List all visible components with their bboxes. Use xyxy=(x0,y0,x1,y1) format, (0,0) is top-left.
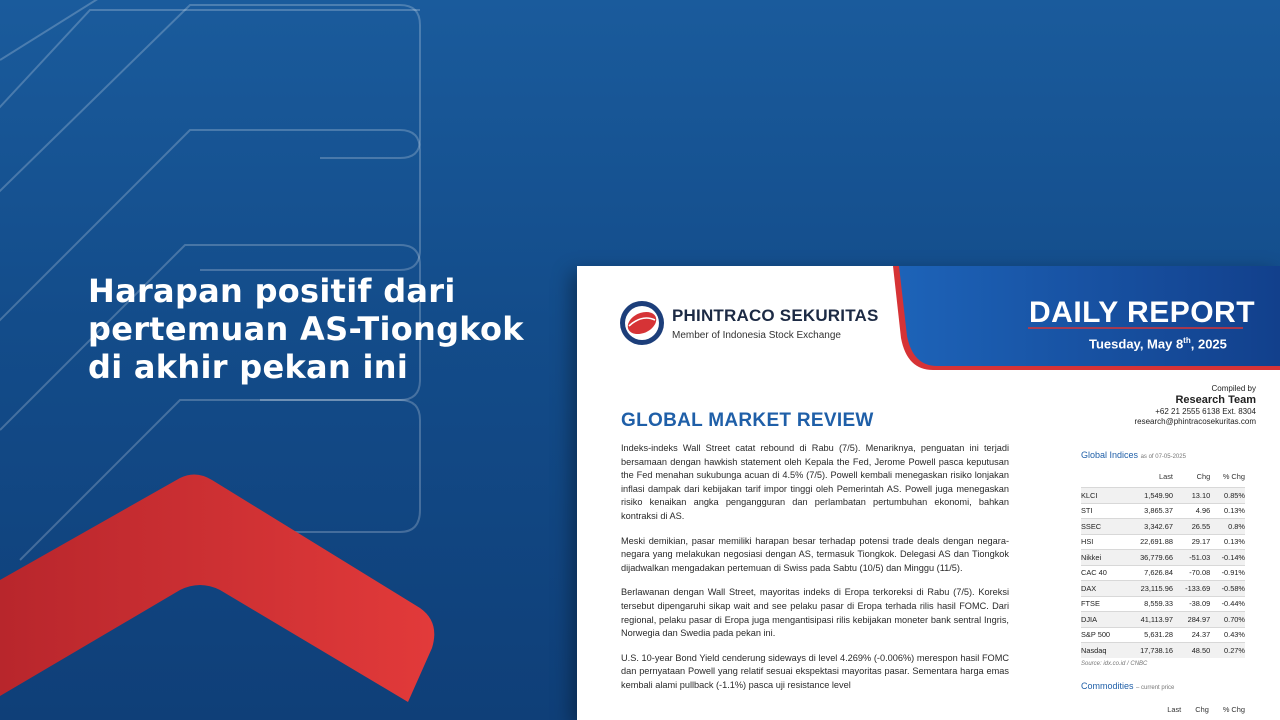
table-row xyxy=(1081,643,1245,659)
index-value-cell: 0.8% xyxy=(1210,519,1245,535)
indices-source: Source: idx.co.id / CNBC xyxy=(1081,661,1148,667)
commodities-note: – current price xyxy=(1136,685,1175,691)
index-value-cell: -51.03 xyxy=(1173,550,1210,566)
table-row xyxy=(1081,519,1245,535)
section-title: GLOBAL MARKET REVIEW xyxy=(621,410,874,431)
index-value-cell: 5,631.28 xyxy=(1124,627,1173,643)
index-value-cell: 0.27% xyxy=(1210,643,1245,659)
index-name-cell: KLCI xyxy=(1081,488,1124,504)
index-name-cell: Nikkei xyxy=(1081,550,1124,566)
index-name-cell: DAX xyxy=(1081,581,1124,597)
global-indices-rows xyxy=(1081,488,1245,659)
table-row xyxy=(1081,550,1245,566)
global-indices-panel xyxy=(1081,450,1245,714)
index-value-cell: 29.17 xyxy=(1173,534,1210,550)
table-row xyxy=(1081,503,1245,519)
research-phone: +62 21 2555 6138 Ext. 8304 xyxy=(1155,407,1256,416)
index-name-cell: Nasdaq xyxy=(1081,643,1124,659)
table-row xyxy=(1081,581,1245,597)
index-value-cell: 3,342.67 xyxy=(1124,519,1173,535)
index-name-cell: DJIA xyxy=(1081,612,1124,628)
table-row xyxy=(1081,565,1245,581)
index-name-cell: CAC 40 xyxy=(1081,565,1124,581)
index-value-cell: 24.37 xyxy=(1173,627,1210,643)
brand-tagline: Member of Indonesia Stock Exchange xyxy=(672,330,841,341)
column-header xyxy=(1081,472,1124,488)
headline-line-1: Harapan positif dari xyxy=(88,272,456,310)
index-value-cell: 1,549.90 xyxy=(1124,488,1173,504)
table-row xyxy=(1081,627,1245,643)
report-date xyxy=(1089,336,1227,351)
table-header-row xyxy=(1081,472,1245,488)
global-indices-label: Global Indices xyxy=(1081,450,1139,460)
column-header: Last xyxy=(1158,472,1173,481)
table-row xyxy=(1081,596,1245,612)
index-value-cell: -0.58% xyxy=(1210,581,1245,597)
report-title: DAILY REPORT xyxy=(1029,296,1256,329)
headline xyxy=(88,272,558,386)
table-row xyxy=(1081,488,1245,504)
compiled-by-label: Compiled by xyxy=(1211,384,1256,393)
index-value-cell: -38.09 xyxy=(1173,596,1210,612)
index-value-cell: 0.43% xyxy=(1210,627,1245,643)
phintraco-logo-icon xyxy=(619,300,665,346)
index-name-cell: SSEC xyxy=(1081,519,1124,535)
index-value-cell: 0.13% xyxy=(1210,534,1245,550)
column-header: Last xyxy=(1167,705,1182,714)
index-value-cell: 22,691.88 xyxy=(1124,534,1173,550)
index-name-cell: STI xyxy=(1081,503,1124,519)
report-body-text xyxy=(621,442,1009,704)
column-header: % Chg xyxy=(1222,705,1245,714)
table-row xyxy=(1081,534,1245,550)
index-value-cell: 0.70% xyxy=(1210,612,1245,628)
index-value-cell: 0.85% xyxy=(1210,488,1245,504)
index-value-cell: -133.69 xyxy=(1173,581,1210,597)
column-header: % Chg xyxy=(1222,472,1245,481)
index-name-cell: HSI xyxy=(1081,534,1124,550)
global-indices-title xyxy=(1081,450,1245,460)
index-value-cell: -0.91% xyxy=(1210,565,1245,581)
commodities-title xyxy=(1081,681,1245,691)
index-value-cell: 4.96 xyxy=(1173,503,1210,519)
paragraph: Berlawanan dengan Wall Street, mayoritas indeks di Eropa terkoreksi di Rabu (7/5). Koreksi tersebut dipengaruhi sikap wait and see pelaku pasar di Eropa terhada rilis hasil FOMC. Dari regional, pelaku pasar di Eropa juga mengantisipasi rilis kebijakan moneter bank sentral Ingris, Norwegia dan Swedia pada pekan ini. xyxy=(621,587,1009,639)
daily-report-preview xyxy=(577,266,1280,720)
column-header: Chg xyxy=(1195,705,1209,714)
index-value-cell: -0.44% xyxy=(1210,596,1245,612)
compiled-by-block xyxy=(1134,384,1256,427)
index-value-cell: 26.55 xyxy=(1173,519,1210,535)
index-value-cell: 23,115.96 xyxy=(1124,581,1173,597)
index-value-cell: 36,779.66 xyxy=(1124,550,1173,566)
index-value-cell: -70.08 xyxy=(1173,565,1210,581)
index-value-cell: 13.10 xyxy=(1173,488,1210,504)
index-value-cell: 284.97 xyxy=(1173,612,1210,628)
research-email: research@phintracosekuritas.com xyxy=(1134,417,1256,426)
report-date-year: , 2025 xyxy=(1190,336,1227,352)
headline-line-3: di akhir pekan ini xyxy=(88,348,409,386)
red-chevron-shape xyxy=(0,470,460,720)
index-value-cell: -0.14% xyxy=(1210,550,1245,566)
report-date-day: Tuesday, May 8 xyxy=(1089,336,1184,352)
index-value-cell: 41,113.97 xyxy=(1124,612,1173,628)
index-value-cell: 0.13% xyxy=(1210,503,1245,519)
headline-line-2: pertemuan AS-Tiongkok xyxy=(88,310,524,348)
commodities-label: Commodities xyxy=(1081,681,1134,691)
brand-name: PHINTRACO SEKURITAS xyxy=(672,306,879,325)
paragraph: U.S. 10-year Bond Yield cenderung sideways di level 4.269% (-0.006%) merespon hasil FOMC dan pernyataan Powell yang relatif sesuai ekspektasi mayoritas pasar. Sementara harga emas kembali alami pullback (-1.1%) pasca uji resistance level xyxy=(621,652,1009,690)
index-name-cell: S&P 500 xyxy=(1081,627,1124,643)
column-header: Chg xyxy=(1196,472,1211,481)
paragraph: Meski demikian, pasar memiliki harapan besar terhadap potensi trade deals dengan negara-negara yang melakukan negosiasi dengan AS, termasuk Tiongkok. Delegasi AS dan Tiongkok dijadwalkan mengadakan pertemuan di Swiss pada Sabtu (10/5) dan Minggu (11/5). xyxy=(621,535,1009,573)
commodities-header-row xyxy=(1081,705,1245,714)
global-indices-date: as of 07-05-2025 xyxy=(1140,454,1186,460)
paragraph: Indeks-indeks Wall Street catat rebound di Rabu (7/5). Menariknya, penguatan ini terjadi bersamaan dengan hawkish statement oleh Kepala the Fed, Jerome Powell pasca keputusan the Fed menahan sukubunga acuan di 4.5% (7/5). Powell kembali menegaskan risiko lonjakan inflasi dampak dari kebijakan tarif impor tinggi oleh Pemerintah AS. Powell juga menegaskan risiko kenaikan angka pengangguran dan perlambatan pertumbuhan ekonomi, bahkan kontraksi di AS. xyxy=(621,443,1009,521)
research-team: Research Team xyxy=(1175,394,1256,406)
index-name-cell: FTSE xyxy=(1081,596,1124,612)
report-date-suffix: th xyxy=(1183,336,1191,345)
global-indices-table xyxy=(1081,472,1245,658)
index-value-cell: 7,626.84 xyxy=(1124,565,1173,581)
index-value-cell: 17,738.16 xyxy=(1124,643,1173,659)
table-row xyxy=(1081,612,1245,628)
index-value-cell: 48.50 xyxy=(1173,643,1210,659)
index-value-cell: 3,865.37 xyxy=(1124,503,1173,519)
index-value-cell: 8,559.33 xyxy=(1124,596,1173,612)
